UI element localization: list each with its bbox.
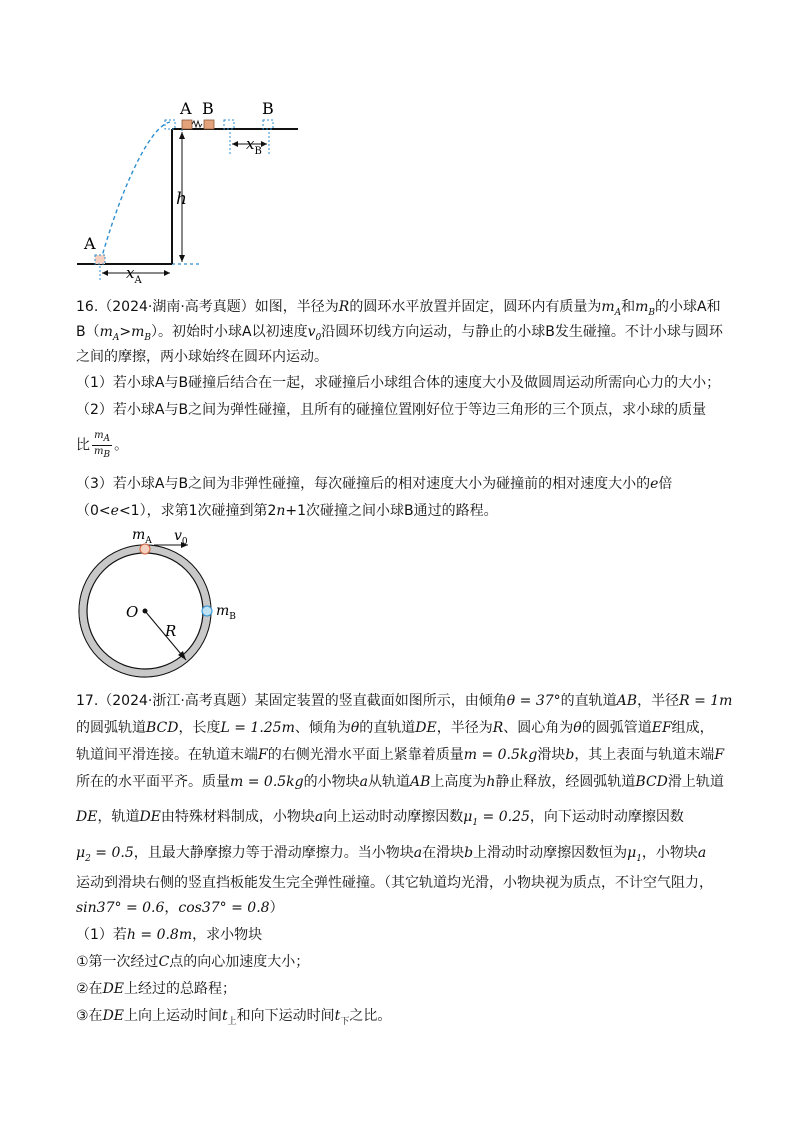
label-mB: $m_B$	[216, 603, 236, 622]
label-A-top: A	[180, 99, 192, 118]
label-B-right: B	[262, 99, 274, 118]
q17-sub1-ii: ②在DE上经过的总路程；	[76, 981, 237, 997]
label-v0: $v_0$	[174, 528, 188, 547]
mass-ratio-fraction: $\frac{m_A}{m_B}$	[94, 430, 111, 460]
q17-line8: sin37° = 0.6，cos37° = 0.8）	[76, 900, 284, 916]
ghost-B-start	[224, 120, 234, 129]
label-h: h	[176, 189, 187, 209]
trajectory-curve	[101, 122, 170, 260]
ghost-A-ground	[95, 255, 105, 264]
label-O: O	[126, 603, 139, 621]
label-xA: $x_A$	[126, 264, 142, 286]
ball-B	[202, 606, 212, 616]
q16-part2-ratio: 比 $\frac{m_A}{m_B}$ 。	[76, 430, 129, 460]
projectile-figure	[72, 92, 312, 292]
label-mA: $m_A$	[132, 527, 152, 546]
q17-sub1-i: ①第一次经过C点的向心加速度大小；	[76, 954, 310, 970]
label-xB: $x_B$	[246, 135, 262, 157]
q16-part2: （2）若小球A与B之间为弹性碰撞，且所有的碰撞位置刚好位于等边三角形的三个顶点，求小球的质量	[76, 402, 707, 418]
block-B	[204, 120, 214, 129]
label-B-top: B	[202, 99, 214, 118]
q17-line5: DE，轨道DE由特殊材料制成，小物块a向上运动时动摩擦因数$\mu_1 = 0.25$，向下运动时动摩擦因数	[76, 809, 684, 828]
q17-line2: 的圆弧轨道BCD，长度L = 1.25m、倾角为θ的直轨道DE，半径为R、圆心角为θ的圆弧管道EF组成，	[76, 720, 714, 736]
q16-part3-b: （0<e<1），求第1次碰撞到第2n+1次碰撞之间小球B通过的路程。	[76, 503, 498, 519]
q17-sub1: （1）若h = 0.8m，求小物块	[76, 927, 263, 943]
ghost-B-end	[263, 120, 273, 129]
q16-line2: $B(m_A>m_B)$。初始时小球A以初速度$v_0$沿圆环切线方向运动，与静止的小球B发生碰撞。不计小球与圆环	[76, 324, 723, 343]
block-A	[182, 120, 192, 129]
q16-line3: 之间的摩擦，两小球始终在圆环内运动。	[76, 349, 328, 365]
spring	[192, 121, 202, 127]
q17-sub1-iii: ③在DE上向上运动时间$t_上$和向下运动时间$t_下$之比。	[76, 1008, 392, 1027]
q17-line7: 运动到滑块右侧的竖直挡板能发生完全弹性碰撞。（其它轨道均光滑，小物块视为质点，不计空气阻力，	[76, 875, 713, 891]
q17-line3: 轨道间平滑连接。在轨道末端F的右侧光滑水平面上紧靠着质量m = 0.5kg滑块b，其上表面与轨道末端F	[76, 747, 725, 763]
q16-part3: （3）若小球A与B之间为非弹性碰撞，每次碰撞后的相对速度大小为碰撞前的相对速度大小的e倍	[76, 476, 673, 492]
q17-line4: 所在的水平面平齐。质量m = 0.5kg的小物块a从轨道AB上高度为h静止释放，经圆弧轨道BCD滑上轨道	[76, 774, 724, 790]
q16-part1: （1）若小球A与B碰撞后结合在一起，求碰撞后小球组合体的速度大小及做圆周运动所需向心力的大小；	[76, 375, 721, 391]
q17-line1: 17.（2024·浙江·高考真题）某固定装置的竖直截面如图所示，由倾角θ = 37°的直轨道AB，半径R = 1m	[76, 693, 733, 709]
ring-figure	[70, 525, 250, 683]
label-A-bottom: A	[84, 234, 96, 253]
label-R: R	[165, 622, 177, 640]
q17-line6: $\mu_2 = 0.5$，且最大静摩擦力等于滑动摩擦力。当小物块a在滑块b上滑动时动摩擦因数恒为$\mu_1$，小物块a	[76, 845, 707, 864]
ghost-A	[165, 120, 175, 129]
q16-line1: 16.（2024·湖南·高考真题）如图，半径为R的圆环水平放置并固定，圆环内有质量为$m_A$和$m_B$的小球A和	[76, 299, 721, 318]
